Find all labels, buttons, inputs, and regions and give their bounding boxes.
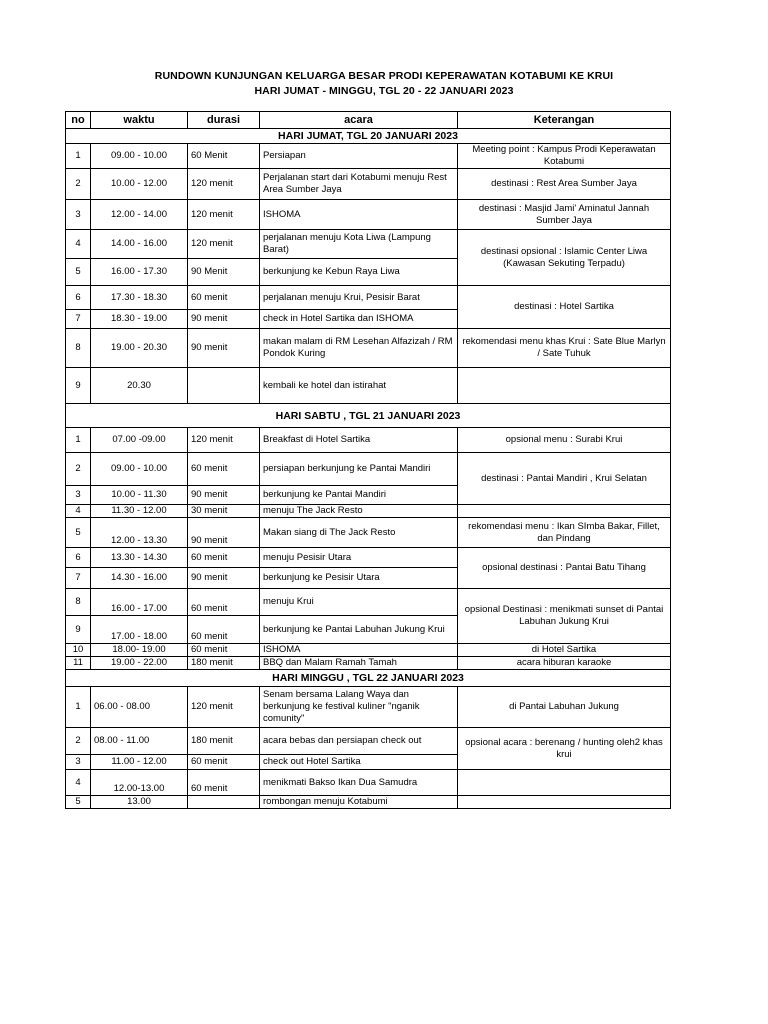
cell-durasi: 120 menit [188,169,260,200]
cell-acara: Perjalanan start dari Kotabumi menuju Rest Area Sumber Jaya [260,169,458,200]
cell-waktu: 09.00 - 10.00 [91,453,188,486]
cell-no: 8 [66,589,91,616]
cell-no: 5 [66,259,91,286]
table-row [66,505,671,518]
table-row [66,428,671,453]
cell-durasi: 90 menit [188,486,260,505]
cell-no: 10 [66,644,91,657]
table-row [66,518,671,548]
cell-keterangan: destinasi : Hotel Sartika [458,286,671,329]
cell-waktu: 12.00 - 13.30 [91,518,188,548]
cell-acara: Persiapan [260,144,458,169]
cell-acara: check out Hotel Sartika [260,755,458,770]
cell-no: 4 [66,770,91,796]
cell-acara: menuju Pesisir Utara [260,548,458,568]
cell-acara: rombongan menuju Kotabumi [260,796,458,809]
header-no: no [66,112,91,129]
cell-no: 6 [66,548,91,568]
section-label: HARI JUMAT, TGL 20 JANUARI 2023 [66,129,671,144]
cell-keterangan: opsional acara : berenang / hunting oleh2 khas krui [458,728,671,770]
cell-waktu: 10.00 - 12.00 [91,169,188,200]
cell-no: 2 [66,169,91,200]
cell-durasi: 60 Menit [188,144,260,169]
cell-acara: menikmati Bakso Ikan Dua Samudra [260,770,458,796]
cell-durasi: 90 menit [188,310,260,329]
cell-acara: menuju The Jack Resto [260,505,458,518]
cell-no: 3 [66,486,91,505]
table-row [66,657,671,670]
cell-no: 1 [66,687,91,728]
header-keterangan: Keterangan [458,112,671,129]
cell-waktu: 12.00-13.00 [91,770,188,796]
cell-keterangan: opsional Destinasi : menikmati sunset di Pantai Labuhan Jukung Krui [458,589,671,644]
cell-acara: kembali ke hotel dan istirahat [260,368,458,404]
table-row [66,796,671,809]
cell-waktu: 20.30 [91,368,188,404]
cell-durasi: 60 menit [188,644,260,657]
cell-durasi: 60 menit [188,770,260,796]
header-row [66,112,671,129]
cell-waktu: 16.00 - 17.00 [91,589,188,616]
cell-durasi: 180 menit [188,657,260,670]
cell-waktu: 18.00- 19.00 [91,644,188,657]
cell-keterangan: destinasi : Masjid Jami' Aminatul Jannah Sumber Jaya [458,200,671,230]
header-acara: acara [260,112,458,129]
cell-acara: menuju Krui [260,589,458,616]
cell-waktu: 08.00 - 11.00 [91,728,188,755]
cell-durasi [188,368,260,404]
section-row [66,670,671,687]
cell-acara: Makan siang di The Jack Resto [260,518,458,548]
cell-keterangan: opsional destinasi : Pantai Batu Tihang [458,548,671,589]
rundown-table [65,111,671,809]
cell-waktu: 16.00 - 17.30 [91,259,188,286]
cell-acara: BBQ dan Malam Ramah Tamah [260,657,458,670]
cell-waktu: 10.00 - 11.30 [91,486,188,505]
cell-waktu: 12.00 - 14.00 [91,200,188,230]
table-row [66,230,671,259]
cell-no: 2 [66,728,91,755]
cell-durasi: 90 menit [188,568,260,589]
cell-keterangan: destinasi opsional : Islamic Center Liwa (Kawasan Sekuting Terpadu) [458,230,671,286]
cell-durasi: 180 menit [188,728,260,755]
cell-acara: ISHOMA [260,200,458,230]
table-row [66,144,671,169]
cell-keterangan [458,368,671,404]
cell-no: 2 [66,453,91,486]
cell-waktu: 11.30 - 12.00 [91,505,188,518]
table-row [66,644,671,657]
cell-durasi: 60 menit [188,589,260,616]
cell-no: 3 [66,200,91,230]
cell-durasi: 90 Menit [188,259,260,286]
table-row [66,329,671,368]
cell-no: 6 [66,286,91,310]
table-row [66,169,671,200]
section-row [66,129,671,144]
cell-acara: berkunjung ke Kebun Raya Liwa [260,259,458,286]
cell-durasi: 120 menit [188,230,260,259]
cell-waktu: 13.30 - 14.30 [91,548,188,568]
cell-durasi: 90 menit [188,518,260,548]
cell-acara: berkunjung ke Pantai Labuhan Jukung Krui [260,616,458,644]
cell-keterangan: destinasi : Rest Area Sumber Jaya [458,169,671,200]
cell-acara: berkunjung ke Pesisir Utara [260,568,458,589]
cell-keterangan: rekomendasi menu khas Krui : Sate Blue Marlyn / Sate Tuhuk [458,329,671,368]
cell-keterangan: acara hiburan karaoke [458,657,671,670]
cell-keterangan: rekomendasi menu : Ikan SImba Bakar, Fillet, dan Pindang [458,518,671,548]
cell-waktu: 06.00 - 08.00 [91,687,188,728]
table-row [66,368,671,404]
cell-acara: makan malam di RM Lesehan Alfazizah / RM Pondok Kuring [260,329,458,368]
cell-waktu: 17.00 - 18.00 [91,616,188,644]
cell-waktu: 14.30 - 16.00 [91,568,188,589]
cell-waktu: 19.00 - 20.30 [91,329,188,368]
cell-keterangan [458,796,671,809]
cell-acara: acara bebas dan persiapan check out [260,728,458,755]
section-label: HARI MINGGU , TGL 22 JANUARI 2023 [66,670,671,687]
document-title: RUNDOWN KUNJUNGAN KELUARGA BESAR PRODI KEPERAWATAN KOTABUMI KE KRUI [154,70,614,82]
header-waktu: waktu [91,112,188,129]
cell-durasi: 60 menit [188,453,260,486]
cell-durasi: 60 menit [188,616,260,644]
document-subtitle: HARI JUMAT - MINGGU, TGL 20 - 22 JANUARI 2023 [254,85,514,97]
table-row [66,770,671,796]
cell-no: 8 [66,329,91,368]
cell-keterangan: opsional menu : Surabi Krui [458,428,671,453]
cell-durasi: 90 menit [188,329,260,368]
cell-waktu: 11.00 - 12.00 [91,755,188,770]
table-row [66,548,671,568]
cell-no: 1 [66,428,91,453]
cell-acara: check in Hotel Sartika dan ISHOMA [260,310,458,329]
cell-waktu: 17.30 - 18.30 [91,286,188,310]
table-row [66,589,671,616]
table-row [66,687,671,728]
cell-no: 11 [66,657,91,670]
cell-durasi: 120 menit [188,687,260,728]
table-row [66,286,671,310]
cell-keterangan [458,505,671,518]
cell-acara: berkunjung ke Pantai Mandiri [260,486,458,505]
cell-durasi: 60 menit [188,548,260,568]
table-row [66,453,671,486]
cell-no: 5 [66,518,91,548]
cell-durasi: 120 menit [188,428,260,453]
cell-keterangan [458,770,671,796]
cell-no: 3 [66,755,91,770]
cell-keterangan: di Hotel Sartika [458,644,671,657]
cell-waktu: 13.00 [91,796,188,809]
cell-no: 9 [66,616,91,644]
cell-acara: ISHOMA [260,644,458,657]
cell-no: 4 [66,230,91,259]
cell-waktu: 19.00 - 22.00 [91,657,188,670]
table-row [66,200,671,230]
cell-no: 7 [66,310,91,329]
cell-no: 9 [66,368,91,404]
cell-acara: perjalanan menuju Kota Liwa (Lampung Barat) [260,230,458,259]
cell-acara: perjalanan menuju Krui, Pesisir Barat [260,286,458,310]
cell-acara: Senam bersama Lalang Waya dan berkunjung ke festival kuliner "nganik comunity" [260,687,458,728]
section-label: HARI SABTU , TGL 21 JANUARI 2023 [66,404,671,428]
cell-acara: Breakfast di Hotel Sartika [260,428,458,453]
cell-acara: persiapan berkunjung ke Pantai Mandiri [260,453,458,486]
cell-durasi: 60 menit [188,286,260,310]
cell-no: 1 [66,144,91,169]
cell-durasi: 60 menit [188,755,260,770]
header-durasi: durasi [188,112,260,129]
cell-waktu: 14.00 - 16.00 [91,230,188,259]
cell-durasi: 30 menit [188,505,260,518]
cell-durasi [188,796,260,809]
cell-no: 4 [66,505,91,518]
cell-no: 7 [66,568,91,589]
cell-keterangan: di Pantai Labuhan Jukung [458,687,671,728]
cell-keterangan: Meeting point : Kampus Prodi Keperawatan Kotabumi [458,144,671,169]
cell-keterangan: destinasi : Pantai Mandiri , Krui Selatan [458,453,671,505]
cell-durasi: 120 menit [188,200,260,230]
cell-waktu: 07.00 -09.00 [91,428,188,453]
cell-waktu: 18.30 - 19.00 [91,310,188,329]
table-row [66,728,671,755]
section-row [66,404,671,428]
cell-waktu: 09.00 - 10.00 [91,144,188,169]
cell-no: 5 [66,796,91,809]
